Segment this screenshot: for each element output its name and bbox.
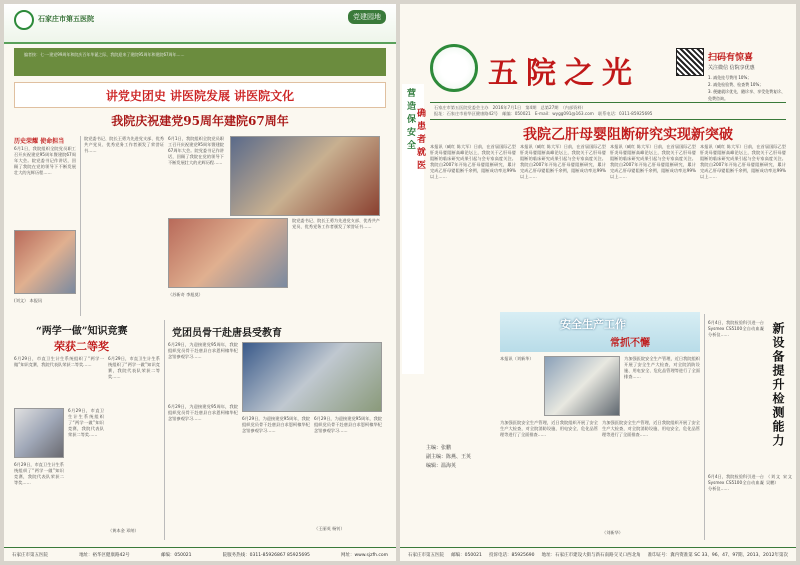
award-photo [14,408,64,458]
trip-body: 6月29日，为迎接建党95周年，我院组织党员骨干赴唐县白求恩柯棣华纪念馆参观学习…… [168,342,238,359]
competition-col4: 6月29日，市直卫生计生系统组织了“两学一做”知识竞赛，我院代表队荣获二等奖…… [108,356,160,379]
article1-title: 历史荣耀 使命担当 [14,138,65,145]
competition-byline: （黄本金 邓纳） [108,528,139,533]
qr-code[interactable] [676,48,704,76]
footer-web: 网址：www.sjzfh.com [341,552,388,558]
safety-col1: 为加强医院安全生产管理，近日我院组织开展了安全生产大检查，对全院消防设施、用电安全、危化品管理等进行了全面排查…… [624,356,700,379]
ceremony-photo [230,136,380,216]
performance-photo [168,218,288,288]
safety-col2: 为加强医院安全生产管理，近日我院组织开展了安全生产大检查，对全院消防设施、用电安全、危化品管理等进行了全面排查…… [500,420,598,437]
hospital-logo [14,10,34,30]
issue-info-bar [430,102,786,120]
editor-name: 陈燕、王英 [446,454,472,460]
editor-label: 副主编： [426,454,447,460]
safety-banner [500,312,700,352]
editor-name: 温海英 [441,463,457,469]
issue-info-2: 报址：石家庄市裕华区健康路42号 邮编：050021 E-mail：wygg091@163.com 联系电话：0311-85925695 [434,111,653,116]
footer-release: 准印证号：冀内资准第 SC 33、96、47、97期、2013、2012年第次 [647,552,788,558]
scan-label: 扫码有惊喜 [708,53,754,63]
header-org: 石家庄市第五医院 [38,15,94,23]
article1-byline: (刘文） 本报讯 [14,298,43,303]
competition-title: “两学一做”知识竞赛 [36,326,128,337]
footer-postcode: 邮编：050021 [451,552,482,558]
column-label: 党建园地 [348,10,386,24]
safety-photo [544,356,620,416]
article1-closing: （苏新奇 李旭莫） [168,292,203,297]
safety-col3: 为加强医院安全生产管理，近日我院组织开展了安全生产大检查，对全院消防设施、用电安全、危化品管理等进行了全面排查…… [602,420,700,437]
trip-byline: （王丽英 杨钊） [314,526,345,531]
article1-col3: 6月1日，我院组织全院党员职工召开庆祝建党95周年暨建院67周年大会。院党委书记作讲话，回顾了我院在党的领导下不断发展壮大的光辉历程…… [168,136,224,165]
trip-col4: 6月29日，为迎接建党95周年，我院组织党员骨干赴唐县白求恩柯棣华纪念馆参观学习…… [314,416,382,433]
left-subhead: 我院庆祝建党95周年建院67周年 [111,114,289,128]
benefit-item: 1. 减免挂号费用 10%； [708,75,752,80]
column-rule [80,136,81,316]
footer-org: 石家庄市第五医院 [12,552,48,558]
competition-body: 6月29日，市直卫生计生系统组织了“两学一做”知识竞赛，我院代表队荣获二等奖…… [14,356,104,367]
equipment-title: 新设备提升检测能力 [771,322,785,448]
research-col4: 本报讯（臧红 陈大军）日前，在首届国际乙型肝炎母婴阻断高峰论坛上，我院关于乙肝母婴阻断的临床研究成果引起与会专家高度关注。我院自2007年开始乙肝母婴阻断研究，累计完成乙肝母婴阻断千余例，阻断成功率达99%以上…… [700,144,786,179]
left-headline: 讲党史团史 讲医院发展 讲医院文化 [14,82,386,108]
research-col3: 本报讯（臧红 陈大军）日前，在首届国际乙型肝炎母婴阻断高峰论坛上，我院关于乙肝母婴阻断的临床研究成果引起与会专家高度关注。我院自2007年开始乙肝母婴阻断研究，累计完成乙肝母婴阻断千余例，阻断成功率达99%以上…… [610,144,696,179]
editors-box [426,444,486,514]
trip-photo [242,342,382,412]
safety-subtitle: 常抓不懈 [610,338,650,349]
benefit-item: 2. 减免检验费、检查费 10%； [708,82,764,87]
editor-name: 张鹏 [441,445,452,451]
footer-phone: 投诉电话：85925690 [489,552,535,558]
safety-closing: （刘新华） [602,530,623,535]
masthead [430,44,650,98]
trip-col2: 6月29日，为迎接建党95周年，我院组织党员骨干赴唐县白求恩柯棣华纪念馆参观学习…… [168,404,238,421]
trip-title: 党团员骨干赴唐县受教育 [172,328,282,339]
slogan-strip [402,84,424,374]
safety-title: 安全生产工作 [560,318,626,331]
editor-label: 主编： [426,445,442,451]
footer-address: 地址：石家庄市建设大街与新石南路交叉口西北角 [541,552,641,558]
equipment-byline: （刘文 宋文 吴鹏） [766,474,792,485]
competition-col2: 6月29日，市直卫生计生系统组织了“两学一做”知识竞赛，我院代表队荣获二等奖…… [68,408,104,437]
issue-info: 石家庄市第五医院党委会主办 2016年7月1日 第4期 总第27期 （内部资料） [434,105,586,110]
benefit-item: 3. 便捷就诊优先，随诊享、享受免费复诊、免费咨询。 [708,89,786,101]
research-col2: 本报讯（臧红 陈大军）日前，在首届国际乙型肝炎母婴阻断高峰论坛上，我院关于乙肝母婴阻断的临床研究成果引起与会专家高度关注。我院自2007年开始乙肝母婴阻断研究，累计完成乙肝母婴阻断千余例，阻断成功率达99%以上…… [520,144,606,179]
column-rule [704,314,705,540]
editor-note-banner [14,48,386,76]
trip-col3: 6月29日，为迎接建党95周年，我院组织党员骨干赴唐县白求恩柯棣华纪念馆参观学习…… [242,416,310,433]
article1-body: 6月1日，我院组织全院党员职工召开庆祝建党95周年暨建院67周年大会。院党委书记作讲话，回顾了我院在党的领导下不断发展壮大的光辉历程…… [14,146,76,175]
right-page [400,4,796,561]
footer-phone: 院服务热线：0311-85926867 85925695 [222,552,310,558]
editor-label: 编辑： [426,463,442,469]
masthead-title: 五院之光 [488,56,640,91]
article1-col2: 院党委书记、院长王勇为先进党支部、优秀共产党员、优秀党务工作者颁发了荣誉证书…… [84,136,164,153]
footer-org: 石家庄市第五医院 [408,552,444,558]
hospital-emblem [430,44,478,92]
slogan-col2: 确患者就医 [415,108,425,173]
left-page [4,4,396,561]
scan-sub-label: 关注微信 信院享优惠 [708,65,755,71]
article1-col4: 院党委书记、院长王勇为先进党支部、优秀共产党员、优秀党务工作者颁发了荣誉证书…… [292,218,380,229]
equipment-body: 6月4日，我院检验科引进一台Sysmex CS5100全自动血凝分析仪…… [708,320,764,337]
left-footer [4,547,396,561]
equipment-col2: 6月4日，我院检验科引进一台Sysmex CS5100全自动血凝分析仪…… [708,474,764,491]
safety-byline: 本报讯（刘新华） [500,356,534,361]
article1-photo [14,230,76,294]
benefit-list [708,74,788,102]
right-footer [400,547,796,561]
competition-col3: 6月29日，市直卫生计生系统组织了“两学一做”知识竞赛，我院代表队荣获二等奖…… [14,462,64,485]
research-col1: 本报讯（臧红 陈大军）日前，在首届国际乙型肝炎母婴阻断高峰论坛上，我院关于乙肝母婴阻断的临床研究成果引起与会专家高度关注。我院自2007年开始乙肝母婴阻断研究，累计完成乙肝母婴阻断千余例，阻断成功率达99%以上…… [430,144,516,179]
footer-address: 地址：裕华区健康路42号 [79,552,130,558]
slogan-col1: 营造保安全 [405,88,415,153]
research-headline: 我院乙肝母婴阻断研究实现新突破 [523,127,733,143]
column-rule [164,320,165,540]
banner-text: 编者按：七一·建党99周年和院庆百年华诞之际，我院迎来了建院95周年和建院67周年…… [24,52,185,57]
left-header [4,4,396,44]
footer-postcode: 邮编：050021 [160,552,192,558]
competition-subtitle: 荣获二等奖 [54,340,109,353]
